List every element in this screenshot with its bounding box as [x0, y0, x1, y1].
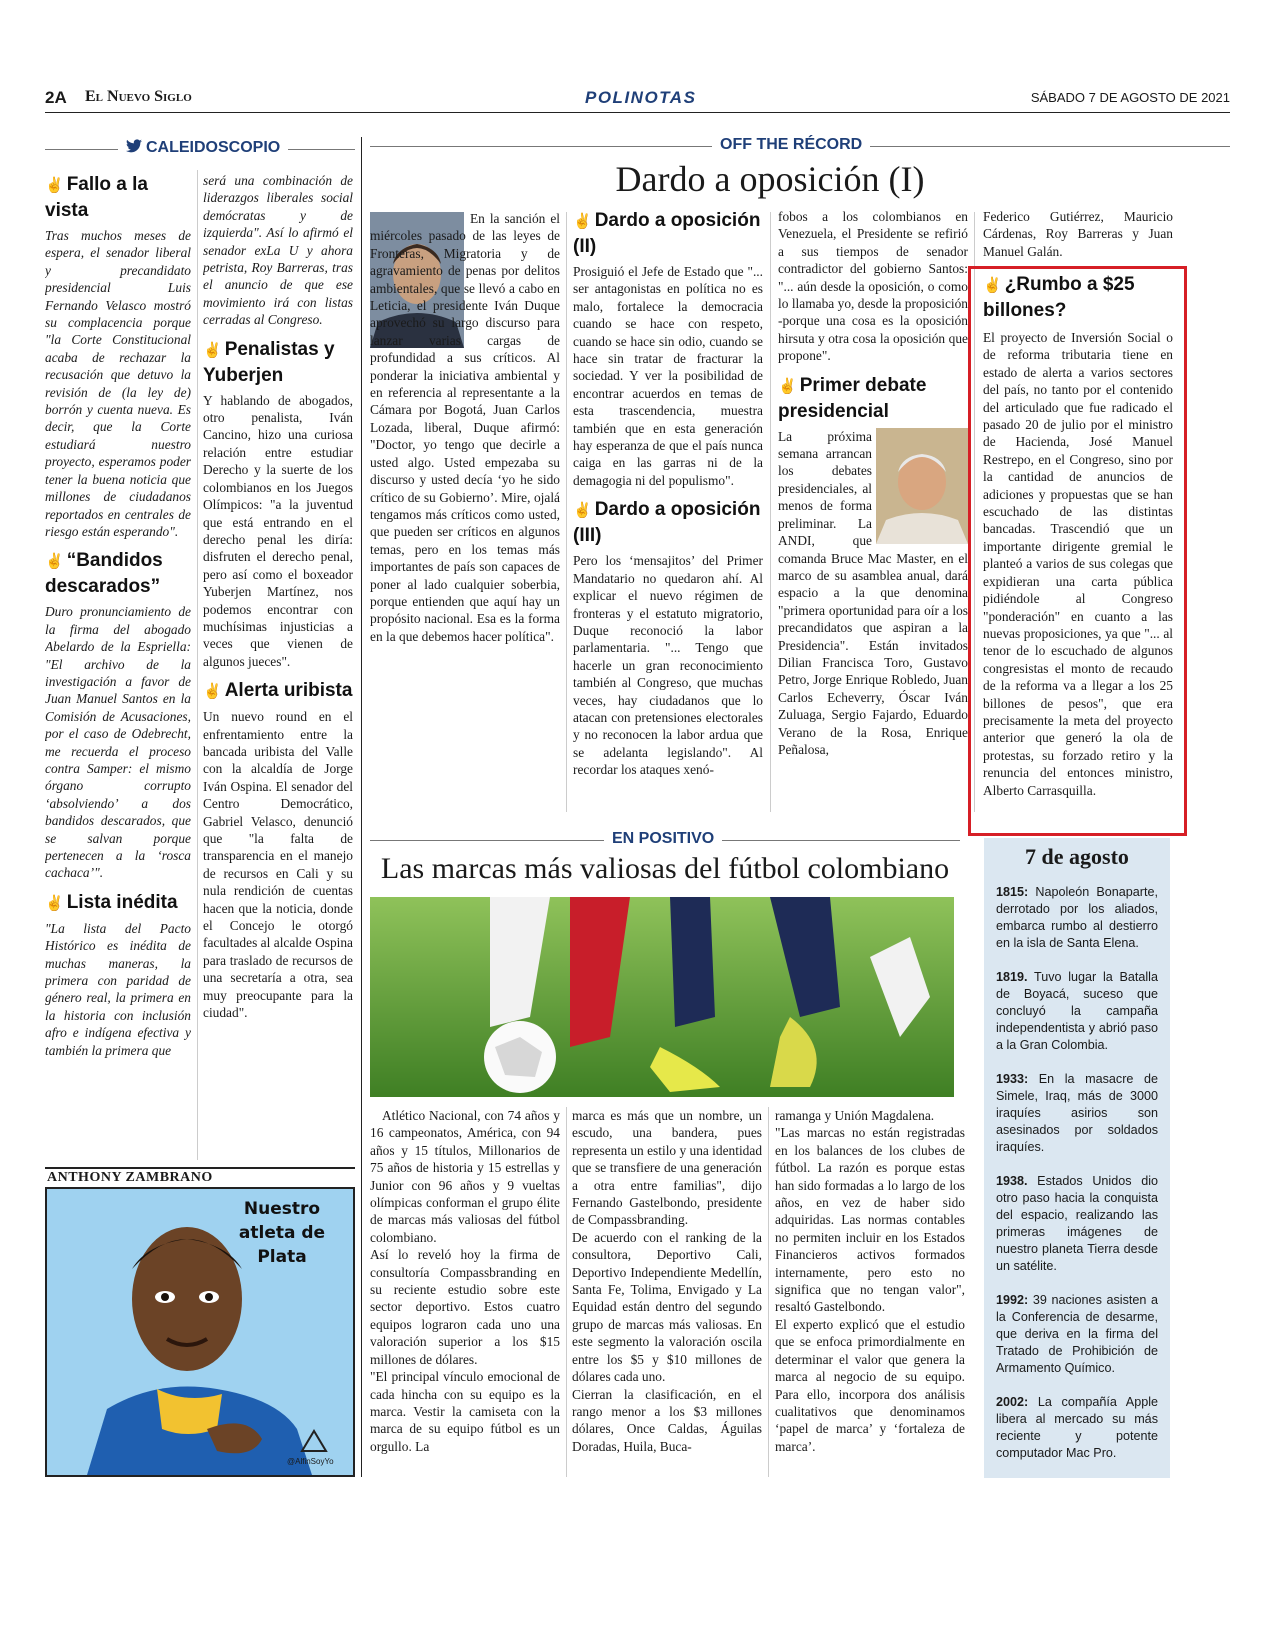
en-positivo-col-2 [572, 1107, 762, 1477]
off-record-col-4 [983, 208, 1173, 264]
efemeride-item [996, 969, 1158, 1054]
item-heading [573, 497, 763, 548]
header-rule [45, 112, 1230, 113]
en-positivo-col-1 [370, 1107, 560, 1477]
efemeride-text: En la masacre de Simele, Iraq, más de 3000 iraquíes asirios son asesinados por soldados iraquíes. [996, 1072, 1158, 1154]
off-record-col-3 [778, 208, 968, 816]
efemeride-year: 2002: [996, 1395, 1029, 1409]
debate-title: Primer debate presidencial [778, 374, 927, 422]
cartoon-caption: Nuestro atleta de Plata [238, 1199, 326, 1267]
efemeride-item [996, 1292, 1158, 1377]
caleidoscopio-col-1 [45, 172, 191, 1172]
penalistas-title: Penalistas y Yuberjen [203, 338, 335, 386]
bandidos-body: Duro pronunciamiento de la firma del abogado Abelardo de la Espriella: "El archivo de la investigación a favor de Juan Manuel Santos en la Comisión de Acusaciones, por el caso de Odebrecht, me recuerda el proceso contra Samper: el mismo órgano corrupto ‘absolviendo’ a dos bandidos descarados, que se salvan porque pertenecen a la ‘rosca cachaca’". [45, 604, 191, 881]
marcas-col-1: Atlético Nacional, con 74 años y 16 campeonatos, América, con 94 años y 15 títulos, Millonarios de 75 años de historia y 15 estrellas y Junior con 96 años y 9 vueltas olímpicas conforman el grupo élite de marcas más valiosas del fútbol colombiano. Así lo reveló hoy la firma de consultoría Compassbranding en su reciente estudio sobre este sector deportivo. Estos cuatro equipos lograron cada uno una valoración superior a los $15 millones de dólares. "El principal vínculo emocional de cada hincha con su equipo es la marca. Vestir la camiseta con la marca de su equipo fútbol es un orgullo. La [370, 1108, 560, 1454]
efemeride-year: 1938. [996, 1174, 1028, 1188]
pos-divider-2 [768, 1107, 769, 1477]
item-heading [203, 678, 353, 704]
victory-hand-icon: ✌ [45, 553, 64, 571]
efemeride-text: Tuvo lugar la Batalla de Boyacá, suceso que concluyó la campaña independentista y abrió paso a la Gran Colombia. [996, 970, 1158, 1052]
roy-barreras-body: será una combinación de liderazgos liberales social demócratas y de izquierda". Así lo afirmó el senador exLa U y ahora petrista, Roy Barreras, tras el anuncio de que ese movimiento irá con listas cerradas al Congreso. [203, 173, 353, 328]
efemeride-item [996, 1071, 1158, 1156]
dardo-2-body: Prosiguió el Jefe de Estado que "... ser antagonistas en política no es malo, fortalece la democracia cuando se hace con respeto, cuando se hace sin odio, cuando se hace sin tratar de fracturar la sociedad. Y ver la posibilidad de encontrar acuerdos en temas de esta trascendencia, muestra también que en esta generación hay esperanza de que el país nunca caiga en las garras ni de la demagogia ni del populismo". [573, 264, 763, 488]
efemeride-text: Napoleón Bonaparte, derrotado por los aliados, embarca rumbo al destierro en la isla de Santa Elena. [996, 885, 1158, 950]
cartoon-author: ANTHONY ZAMBRANO [47, 1170, 213, 1185]
section-title: POLINOTAS [585, 88, 697, 107]
item-heading [45, 172, 191, 223]
victory-hand-icon: ✌ [45, 177, 64, 194]
pos-divider-1 [566, 1107, 567, 1477]
efemerides-list [984, 870, 1170, 1462]
twitter-bird-icon [126, 139, 142, 153]
item-heading [983, 272, 1173, 323]
debate-continuation: Federico Gutiérrez, Mauricio Cárdenas, Roy Barreras y Juan Manuel Galán. [983, 209, 1173, 259]
caleidoscopio-label [118, 139, 288, 157]
bandidos-title: “Bandidos descarados” [45, 550, 163, 598]
debate-body: La próxima semana arrancan los debates presidenciales, al menos de forma preliminar. La ANDI, que comanda Bruce Mac Master, en el marco de su asamblea anual, dará espacio a la que denomina "primera oportunidad para oír a los precandidatos que aspiran a la Presidencia". Están invitados Dilian Francisca Toro, Gustavo Petro, Jorge Enrique Robledo, Juan Carlos Echeverry, Óscar Iván Zuluaga, Sergio Fajardo, Eduardo Verano de la Rosa, Enrique Peñalosa, [778, 428, 968, 757]
victory-hand-icon: ✌ [778, 377, 797, 395]
dardo-2-title: Dardo a oposición (II) [573, 210, 761, 257]
off-record-col-2 [573, 208, 763, 816]
item-heading [573, 208, 763, 259]
marcas-col-3: ramanga y Unión Magdalena. "Las marcas no están registradas en los balances de los clubes de fútbol. La razón es porque estas han sido formadas a lo largo de los años, en vez de haber sido adquiridas. Las normas contables no permiten incluir en los Estados Financieros activos formados internamente, pero esto no significa que no tengan valor", resaltó Gastelbondo. El experto explicó que el estudio que se enfoca primordialmente en determinar el valor que genera la marca al negocio de su equipo. Para ello, incorpora dos análisis cualitativos que denominamos ‘papel de marca’ y ‘fortaleza de marca’. [775, 1108, 965, 1454]
efemeride-text: La compañía Apple libera al mercado su más reciente y potente computador Mac Pro. [996, 1395, 1158, 1460]
marcas-col-2: marca es más que un nombre, un escudo, una bandera, pues representa un estilo y una identidad que se transfiere de una generación a otra entre familias", dijo Fernando Gastelbondo, presidente de Compassbranding. De acuerdo con el ranking de la consultora, Deportivo Cali, Deportivo Independiente Medellín, Santa Fe, Tolima, Envigado y La Equidad están dentro del segundo grupo de marcas más valiosas. En este segmento la valoración oscila entre los $5 y $10 millones de dólares cada uno. Cierran la clasificación, en el rango menor a los $3 millones dólares, Once Caldas, Águilas Doradas, Huila, Buca- [572, 1108, 762, 1454]
en-positivo-headline: Las marcas más valiosas del fútbol colombiano [380, 852, 950, 885]
column-divider-left [361, 137, 362, 1477]
penalosa-photo [876, 428, 968, 544]
victory-hand-icon: ✌ [45, 894, 64, 912]
alerta-body: Un nuevo round en el enfrentamiento entre la bancada uribista del Valle con la alcaldía de Jorge Iván Ospina. El senador del Centro Democrático, Gabriel Velasco, denunció que "la falta de transparencia en el manejo de recursos en Cali y su nula rendición de cuentas hacen que la noticia, donde el Concejo le otorgó facultades al alcalde Ospina para traslado de recursos de una secretaría a otra, sea muy preocupante para la ciudad". [203, 709, 353, 1021]
efemerides-title: 7 de agosto [1025, 844, 1129, 869]
dardo-1-body: En la sanción el miércoles pasado de las leyes de Fronteras, Migratoria y de agravamiento de penas por delitos ambientales, que se llevó a cabo en Leticia, el presidente Iván Duque aprovechó su largo discurso para lanzar varias cargas de profundidad a sus críticos. Al ponderar la iniciativa ambiental y en referencia al representante a la Cámara por Bogotá, Juan Carlos Lozada, liberal, Duque afirmó: "Doctor, yo tengo que decirle a usted algo. Usted empezaba su discurso y usted decía ‘yo he sido crítico de su Gobierno’. Mire, ojalá tengamos más críticos como usted, que pueden ser críticos en algunos temas, pero en los temas más importantes de país son capaces de poner al lado cualquier soberbia, porque entienden que aquí hay un propósito nacional. Esa es la forma en la que debemos hacer política". [370, 211, 560, 644]
fallo-body: Tras muchos meses de espera, el senador liberal y precandidato presidencial Luis Fernando Velasco mostró su complacencia porque "la Corte Constitucional acaba de rechazar la recusación que detuvo la revisión de (la ley de) borrón y cuenta nueva. Es decir, que la Corte estudiará nuestro proyecto, esperamos poder tener la buena noticia que millones de ciudadanos reportados en centrales de riesgo están esperando". [45, 228, 191, 539]
portrait-man [876, 428, 968, 544]
masthead: El Nuevo Siglo [85, 88, 192, 105]
victory-hand-icon: ✌ [203, 683, 222, 701]
efemeride-year: 1933: [996, 1072, 1029, 1086]
victory-hand-icon: ✌ [573, 502, 592, 520]
efemeride-item [996, 1394, 1158, 1462]
item-heading [45, 548, 191, 599]
lista-body: "La lista del Pacto Histórico es inédita de muchas maneras, la primera con paridad de género real, la primera en la historia con inclusión afro e indígena efectiva y también la primera que [45, 920, 191, 1058]
item-heading [45, 890, 191, 916]
victory-hand-icon: ✌ [203, 341, 222, 359]
en-positivo-label: EN POSITIVO [604, 830, 722, 848]
football-photo [370, 897, 954, 1097]
caleidoscopio-divider [197, 170, 198, 1160]
caleidoscopio-col-2 [203, 172, 353, 1162]
dardo-3-title: Dardo a oposición (III) [573, 499, 761, 547]
penalistas-body: Y hablando de abogados, otro penalista, Iván Cancino, hizo una curiosa relación entre estudiar Derecho y la suerte de los colombianos en los Juegos Olímpicos: "a la juventud que está entrando en el derecho penal les diría: disfruten el derecho penal, pero así como el boxeador Yuberjen Martínez, nos podemos encontrar con muchísimas injusticias a veces que vienen de algunos jueces". [203, 392, 353, 669]
off-record-label: OFF THE RÉCORD [712, 136, 870, 154]
rumbo-column [983, 272, 1173, 832]
efemeride-text: 39 naciones asisten a la Conferencia de desarme, que deriva en la firma del Tratado de Prohibición de Armamento Químico. [996, 1293, 1158, 1375]
off-divider-2 [770, 212, 771, 812]
cartoon-image [45, 1187, 355, 1477]
efemerides-box [984, 838, 1170, 1478]
item-heading [203, 337, 353, 388]
cartoon-rule [45, 1167, 355, 1169]
victory-hand-icon: ✌ [573, 213, 592, 230]
football-scene [370, 897, 954, 1097]
caleidoscopio-label-text: CALEIDOSCOPIO [146, 139, 281, 156]
efemeride-item [996, 884, 1158, 952]
efemeride-text: Estados Unidos dio otro paso hacia la conquista del espacio, realizando las primeras imágenes de nuestro planeta Tierra desde un satélite. [996, 1174, 1158, 1273]
off-divider-1 [566, 212, 567, 812]
off-record-col-1 [370, 210, 560, 815]
lista-title: Lista inédita [66, 891, 178, 913]
efemeride-item [996, 1173, 1158, 1275]
dardo-3-body: Pero los ‘mensajitos’ del Primer Mandatario no quedaron ahí. Al explicar el nuevo régimen de fronteras y el estatuto migratorio, Duque reconoció la labor parlamentaria. "... Tengo que hacerle un gran reconocimiento también al Congreso, que muchas veces, hay ciudadanos que lo atacan con pretensiones electorales y no reconocen la labor ardua que se adelanta legislando". Al recordar los ataques xenó- [573, 553, 763, 778]
page-header [45, 86, 1230, 114]
en-positivo-col-3 [775, 1107, 965, 1477]
efemeride-year: 1819. [996, 970, 1028, 984]
fallo-title: Fallo a la vista [45, 174, 148, 221]
alerta-title: Alerta uribista [224, 680, 353, 702]
fobos-body: fobos a los colombianos en Venezuela, el Presidente se refirió a sus tiempos de senador contradictor del gobierno Santos: "... aún desde la oposición, o como lo llamaba yo, desde la proposición -porque una cosa es la oposición hirsuta y otra cosa la oposición que propone". [778, 209, 968, 364]
efemeride-year: 1815: [996, 885, 1029, 899]
off-record-headline: Dardo a oposición (I) [615, 159, 925, 199]
issue-date: SÁBADO 7 DE AGOSTO DE 2021 [1030, 90, 1230, 105]
efemeride-year: 1992: [996, 1293, 1029, 1307]
rumbo-body: El proyecto de Inversión Social o de reforma tributaria tiene en estado de alerta a varios sectores del país, no tanto por el contenido del articulado que fue radicado el pasado 20 de julio por el ministro de Hacienda, José Manuel Restrepo, en el Congreso, sino por la cantidad de anuncios de adiciones y propuestas que se han escuchado de las distintas bancadas. Trascendió que un importante dirigente gremial le planteó a varios de sus colegas que expidieran una carta pública pidiéndole al Congreso "ponderación" en cuanto a las nuevas proposiciones, ya que "... al tenor de lo escuchado de algunos congresistas el monto de recaudo de la reforma va a llegar a los 25 billones de pesos", que era precisamente la meta del proyecto anterior que generó la ola de protestas, su forzado retiro y la renuncia del entonces ministro, Alberto Carrasquilla. [983, 330, 1173, 798]
page-number: 2A [45, 88, 67, 107]
rumbo-title: ¿Rumbo a $25 billones? [983, 274, 1135, 321]
item-heading [778, 373, 968, 424]
victory-hand-icon: ✌ [983, 277, 1002, 294]
cartoon-signature: @AlfinSoyYo [287, 1457, 334, 1466]
